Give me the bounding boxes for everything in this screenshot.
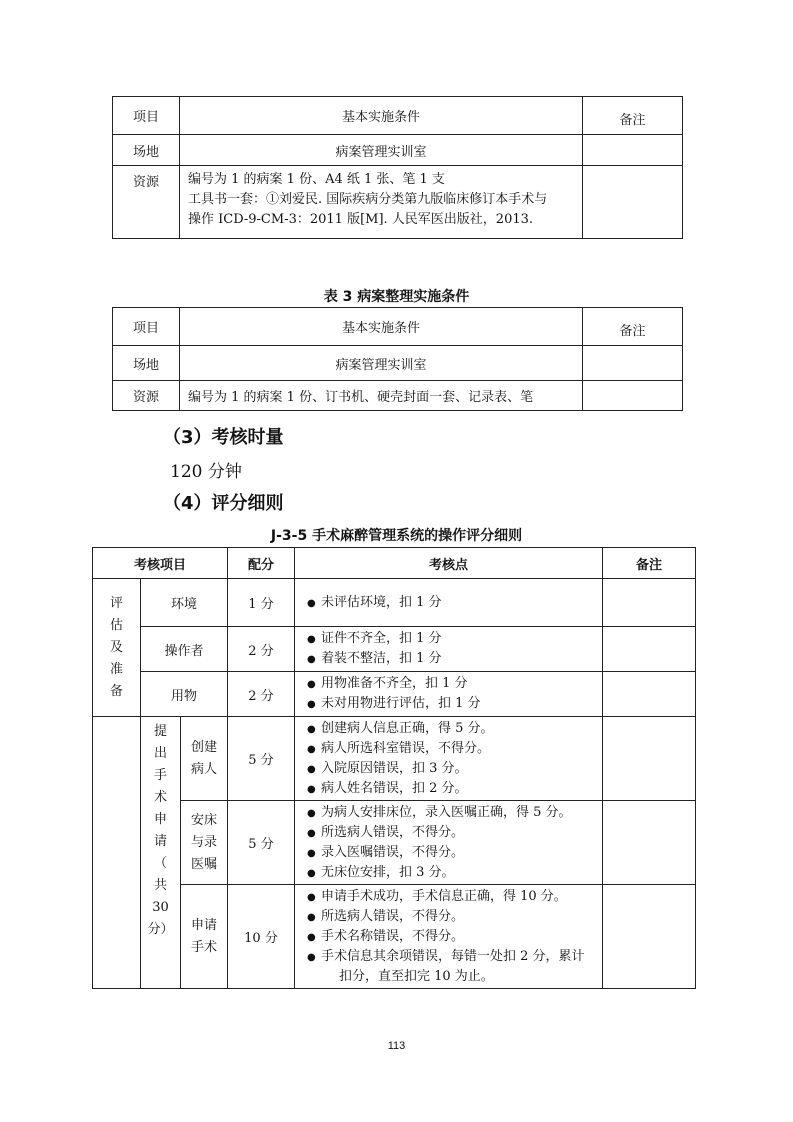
points-create-patient	[295, 717, 603, 801]
row-note-venue	[583, 135, 683, 166]
points-operator	[295, 627, 603, 672]
score-environment: 1 分	[228, 579, 295, 627]
row-label-venue: 场地	[113, 346, 180, 381]
score-bed-and-orders: 5 分	[228, 801, 295, 885]
bullet-item: ● 证件不齐全，扣 1 分	[307, 629, 602, 649]
group-label-surgery-application: 提 出 手 术 申 请 （ 共 30 分）	[141, 717, 181, 989]
header-conditions: 基本实施条件	[180, 97, 583, 135]
section-text-time: 120 分钟	[170, 462, 242, 482]
row-content-venue: 病案管理实训室	[180, 346, 583, 381]
score-supplies: 2 分	[228, 672, 295, 717]
header-note: 备注	[583, 97, 683, 135]
bullet-item: ● 未对用物进行评估，扣 1 分	[307, 694, 602, 714]
section-blank-column	[93, 717, 141, 989]
bullet-item: ● 所选病人错误，不得分。	[307, 823, 602, 843]
page-number: 113	[387, 1040, 406, 1052]
header-assessment-points: 考核点	[295, 548, 603, 579]
score-create-patient: 5 分	[228, 717, 295, 801]
bullet-item: ● 着装不整洁，扣 1 分	[307, 649, 602, 669]
bullet-item: ● 病人姓名错误，扣 2 分。	[307, 779, 602, 799]
note-cell	[603, 801, 696, 885]
group-label-assessment-preparation: 评 估 及 准 备	[93, 579, 141, 717]
bullet-item: ● 手术信息其余项错误，每错一处扣 2 分，累计	[307, 947, 602, 967]
bullet-item: ● 入院原因错误，扣 3 分。	[307, 759, 602, 779]
bullet-item: ● 无床位安排，扣 3 分。	[307, 863, 602, 883]
row-content-resources	[180, 166, 583, 239]
section-heading-scoring: （4）评分细则	[163, 493, 284, 514]
bullet-item: ● 为病人安排床位，录入医嘱正确，得 5 分。	[307, 803, 602, 823]
item-supplies: 用物	[141, 672, 228, 717]
header-note: 备注	[603, 548, 696, 579]
table4-caption: J-3-5 手术麻醉管理系统的操作评分细则	[270, 528, 523, 544]
bullet-item: ● 病人所选科室错误，不得分。	[307, 739, 602, 759]
item-apply-surgery: 申请 手术	[181, 885, 228, 989]
points-supplies	[295, 672, 603, 717]
item-environment: 环境	[141, 579, 228, 627]
table3-caption: 表 3 病案整理实施条件	[323, 289, 470, 305]
bullet-item: ● 所选病人错误，不得分。	[307, 907, 602, 927]
note-cell	[603, 885, 696, 989]
row-note-venue	[583, 346, 683, 381]
item-bed-and-orders: 安床 与录 医嘱	[181, 801, 228, 885]
bullet-item: ● 录入医嘱错误，不得分。	[307, 843, 602, 863]
bullet-item: ● 申请手术成功，手术信息正确，得 10 分。	[307, 887, 602, 907]
row-note-resources	[583, 381, 683, 411]
row-label-resources: 资源	[113, 381, 180, 411]
row-label-venue: 场地	[113, 135, 180, 166]
conditions-table-top	[112, 96, 683, 239]
bullet-item: ● 用物准备不齐全，扣 1 分	[307, 674, 602, 694]
section-heading-time: （3）考核时量	[163, 427, 284, 448]
header-score: 配分	[228, 548, 295, 579]
note-cell	[603, 579, 696, 627]
resource-line: 工具书一套：①刘爱民. 国际疾病分类第九版临床修订本手术与	[188, 192, 548, 207]
resource-line: 编号为 1 的病案 1 份、A4 纸 1 张、笔 1 支	[188, 172, 445, 187]
score-operator: 2 分	[228, 627, 295, 672]
bullet-continuation: 扣分，直至扣完 10 为止。	[339, 968, 494, 984]
row-content-resources: 编号为 1 的病案 1 份、订书机、硬壳封面一套、记录表、笔	[180, 381, 583, 411]
header-assessment-item: 考核项目	[93, 548, 228, 579]
conditions-table-3	[112, 307, 683, 411]
note-cell	[603, 717, 696, 801]
header-item: 项目	[113, 97, 180, 135]
points-bed-and-orders	[295, 801, 603, 885]
points-apply-surgery	[295, 885, 603, 989]
header-item: 项目	[113, 308, 180, 346]
row-note-resources	[583, 166, 683, 239]
bullet-item: ● 创建病人信息正确，得 5 分。	[307, 719, 602, 739]
row-content-venue: 病案管理实训室	[180, 135, 583, 166]
resource-line: 操作 ICD-9-CM-3：2011 版[M]. 人民军医出版社，2013.	[188, 212, 534, 227]
points-environment	[295, 579, 603, 627]
note-cell	[603, 627, 696, 672]
score-apply-surgery: 10 分	[228, 885, 295, 989]
row-label-resources: 资源	[113, 166, 180, 239]
bullet-item: ● 未评估环境，扣 1 分	[307, 593, 602, 613]
header-note: 备注	[583, 308, 683, 346]
bullet-item: ● 手术名称错误，不得分。	[307, 927, 602, 947]
header-conditions: 基本实施条件	[180, 308, 583, 346]
scoring-table	[92, 547, 696, 989]
item-create-patient: 创建 病人	[181, 717, 228, 801]
note-cell	[603, 672, 696, 717]
item-operator: 操作者	[141, 627, 228, 672]
